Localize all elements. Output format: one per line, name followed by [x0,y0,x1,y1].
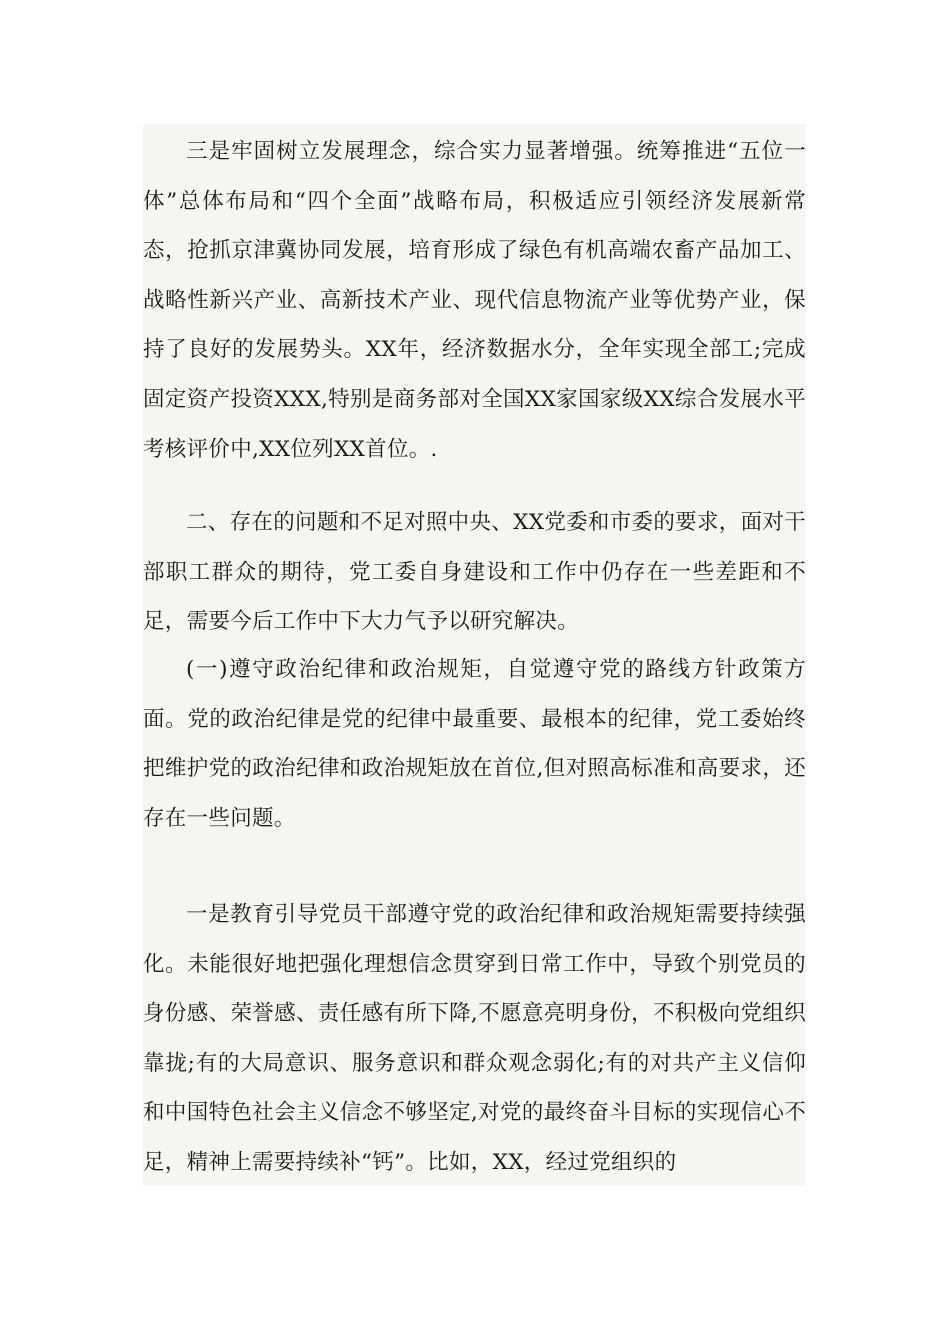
paragraph-problems-and-shortcomings: 二、存在的问题和不足对照中央、XX党委和市委的要求，面对干部职工群众的期待，党工委自身建设和工作中仍存在一些差距和不足，需要今后工作中下大力气予以研究解决。 [143,510,806,635]
paragraph-development-concept: 三是牢固树立发展理念，综合实力显著增强。统筹推进“五位一体”总体布局和“四个全面”战略布局，积极适应引领经济发展新常态，抢抓京津冀协同发展，培育形成了绿色有机高端农畜产品加工、战略性新兴产业、高新技术产业、现代信息物流产业等优势产业，保持了良好的发展势头。XX年，经济数据水分，全年实现全部工;完成固定资产投资XXX,特别是商务部对全国XX家国家级XX综合发展水平考核评价中,XX位列XX首位。. [143,139,806,462]
paragraph-political-discipline: (一)遵守政治纪律和政治规矩，自觉遵守党的路线方针政策方面。党的政治纪律是党的纪律中最重要、最根本的纪律，党工委始终把维护党的政治纪律和政治规矩放在首位,但对照高标准和高要求，还存在一些问题。 [143,657,806,831]
paragraph-education-guidance: 一是教育引导党员干部遵守党的政治纪律和政治规矩需要持续强化。未能很好地把强化理想信念贯穿到日常工作中，导致个别党员的身份感、荣誉感、责任感有所下降,不愿意亮明身份，不积极向党组织靠拢;有的大局意识、服务意识和群众观念弱化;有的对共产主义信仰和中国特色社会主义信念不够坚定,对党的最终奋斗目标的实现信心不足，精神上需要持续补“钙”。比如，XX，经过党组织的 [143,902,806,1175]
